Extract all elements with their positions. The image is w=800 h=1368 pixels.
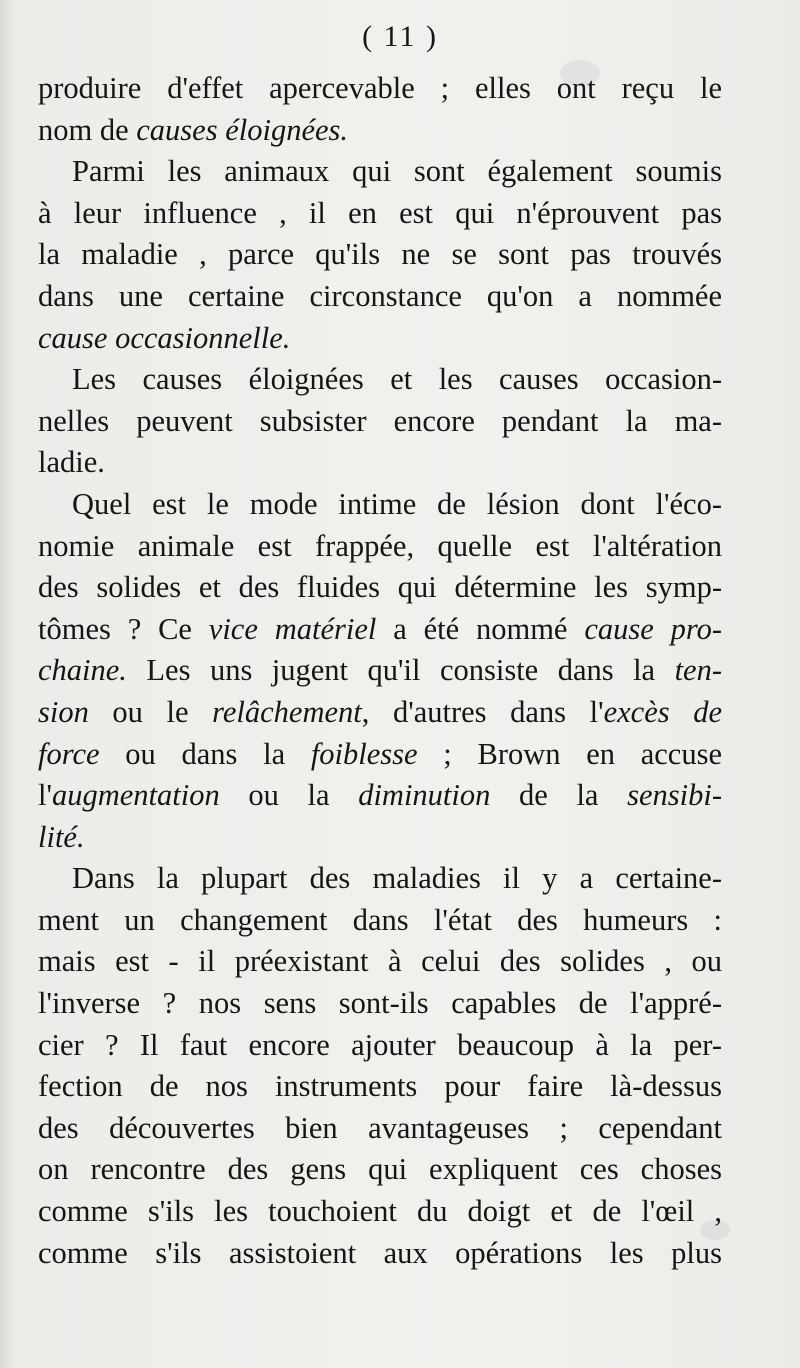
text-line [38,401,722,443]
text-segment: de la [490,778,628,813]
text-line [38,1025,722,1067]
italic-text: vice matériel [208,611,377,646]
text-segment: on rencontre des gens qui expliquent ces choses [38,1152,722,1187]
italic-text: diminution [358,778,491,813]
text-line [38,775,722,817]
italic-text: cause occasionnelle. [38,320,291,355]
text-line [38,1066,722,1108]
text-line [38,1149,722,1191]
text-line [38,817,722,859]
text-line [38,526,722,568]
text-line [38,941,722,983]
text-line [38,983,722,1025]
text-segment: à leur influence , il en est qui n'éprouvent pas [38,195,722,230]
text-segment: nomie animale est frappée, quelle est l'altération [38,528,722,563]
text-segment: des découvertes bien avantageuses ; cependant [38,1110,722,1145]
text-segment: Quel est le mode intime de lésion dont l'éco- [72,486,722,521]
italic-text: sensibi- [627,778,722,813]
text-line [38,359,722,401]
text-segment: , d'autres dans l' [361,694,604,729]
text-segment: fection de nos instruments pour faire là-dessus [38,1069,722,1104]
text-segment: nelles peuvent subsister encore pendant la ma- [38,403,722,438]
text-segment: cier ? Il faut encore ajouter beaucoup à la per- [38,1027,722,1062]
text-segment: ou le [88,694,213,729]
text-segment: ou dans la [99,736,311,771]
text-line [38,1108,722,1150]
text-segment: comme s'ils les touchoient du doigt et de l'œil , [38,1194,722,1229]
text-line [38,1233,722,1275]
text-segment: ou la [219,778,359,813]
text-segment: ; Brown en accuse [417,736,722,771]
text-line [38,567,722,609]
italic-text: ten- [674,653,722,688]
text-segment: produire d'effet apercevable ; elles ont reçu le [38,71,722,105]
text-line [38,900,722,942]
italic-text: augmentation [51,778,220,813]
text-segment: des solides et des fluides qui détermine les symp- [38,570,722,605]
text-line [38,734,722,776]
text-segment: l'inverse ? nos sens sont-ils capables de l'appré- [38,986,722,1021]
text-segment: Les causes éloignées et les causes occasion- [72,362,722,397]
text-segment: comme s'ils assistoient aux opérations les plus [38,1235,722,1270]
text-line [38,234,722,276]
text-line [38,193,722,235]
text-segment: nom de [38,112,137,147]
text-segment: Parmi les animaux qui sont également soumis [72,154,722,189]
text-line [38,484,722,526]
text-line [38,692,722,734]
text-segment: tômes ? Ce [38,611,209,646]
italic-text: excès de [603,694,722,729]
text-segment: Les uns jugent qu'il consiste dans la [126,653,675,688]
text-line [38,68,722,110]
text-line [38,609,722,651]
text-segment: Dans la plupart des maladies il y a certaine- [72,861,722,896]
page-number: ( 11 ) [362,20,438,53]
italic-text: force [38,736,100,771]
text-segment: dans une certaine circonstance qu'on a nommée [38,278,722,313]
italic-text: causes éloignées. [136,112,349,147]
text-line [38,1191,722,1233]
text-segment: mais est - il préexistant à celui des solides , ou [38,944,722,979]
italic-text: foiblesse [310,736,418,771]
italic-text: cause pro- [584,611,722,646]
text-line [38,858,722,900]
italic-text: chaine. [38,653,127,688]
italic-text: lité. [38,819,85,854]
italic-text: sion [38,694,89,729]
text-line [38,151,722,193]
text-segment: l' [38,778,52,813]
body-text [38,68,722,1274]
text-line [38,318,722,360]
text-line [38,650,722,692]
italic-text: relâchement [212,694,362,729]
text-line [38,442,722,484]
text-segment: la maladie , parce qu'ils ne se sont pas trouvés [38,237,722,272]
text-segment: ment un changement dans l'état des humeurs : [38,902,722,937]
text-line [38,276,722,318]
text-segment: a été nommé [376,611,585,646]
text-segment: ladie. [38,445,105,480]
text-line [38,110,722,152]
